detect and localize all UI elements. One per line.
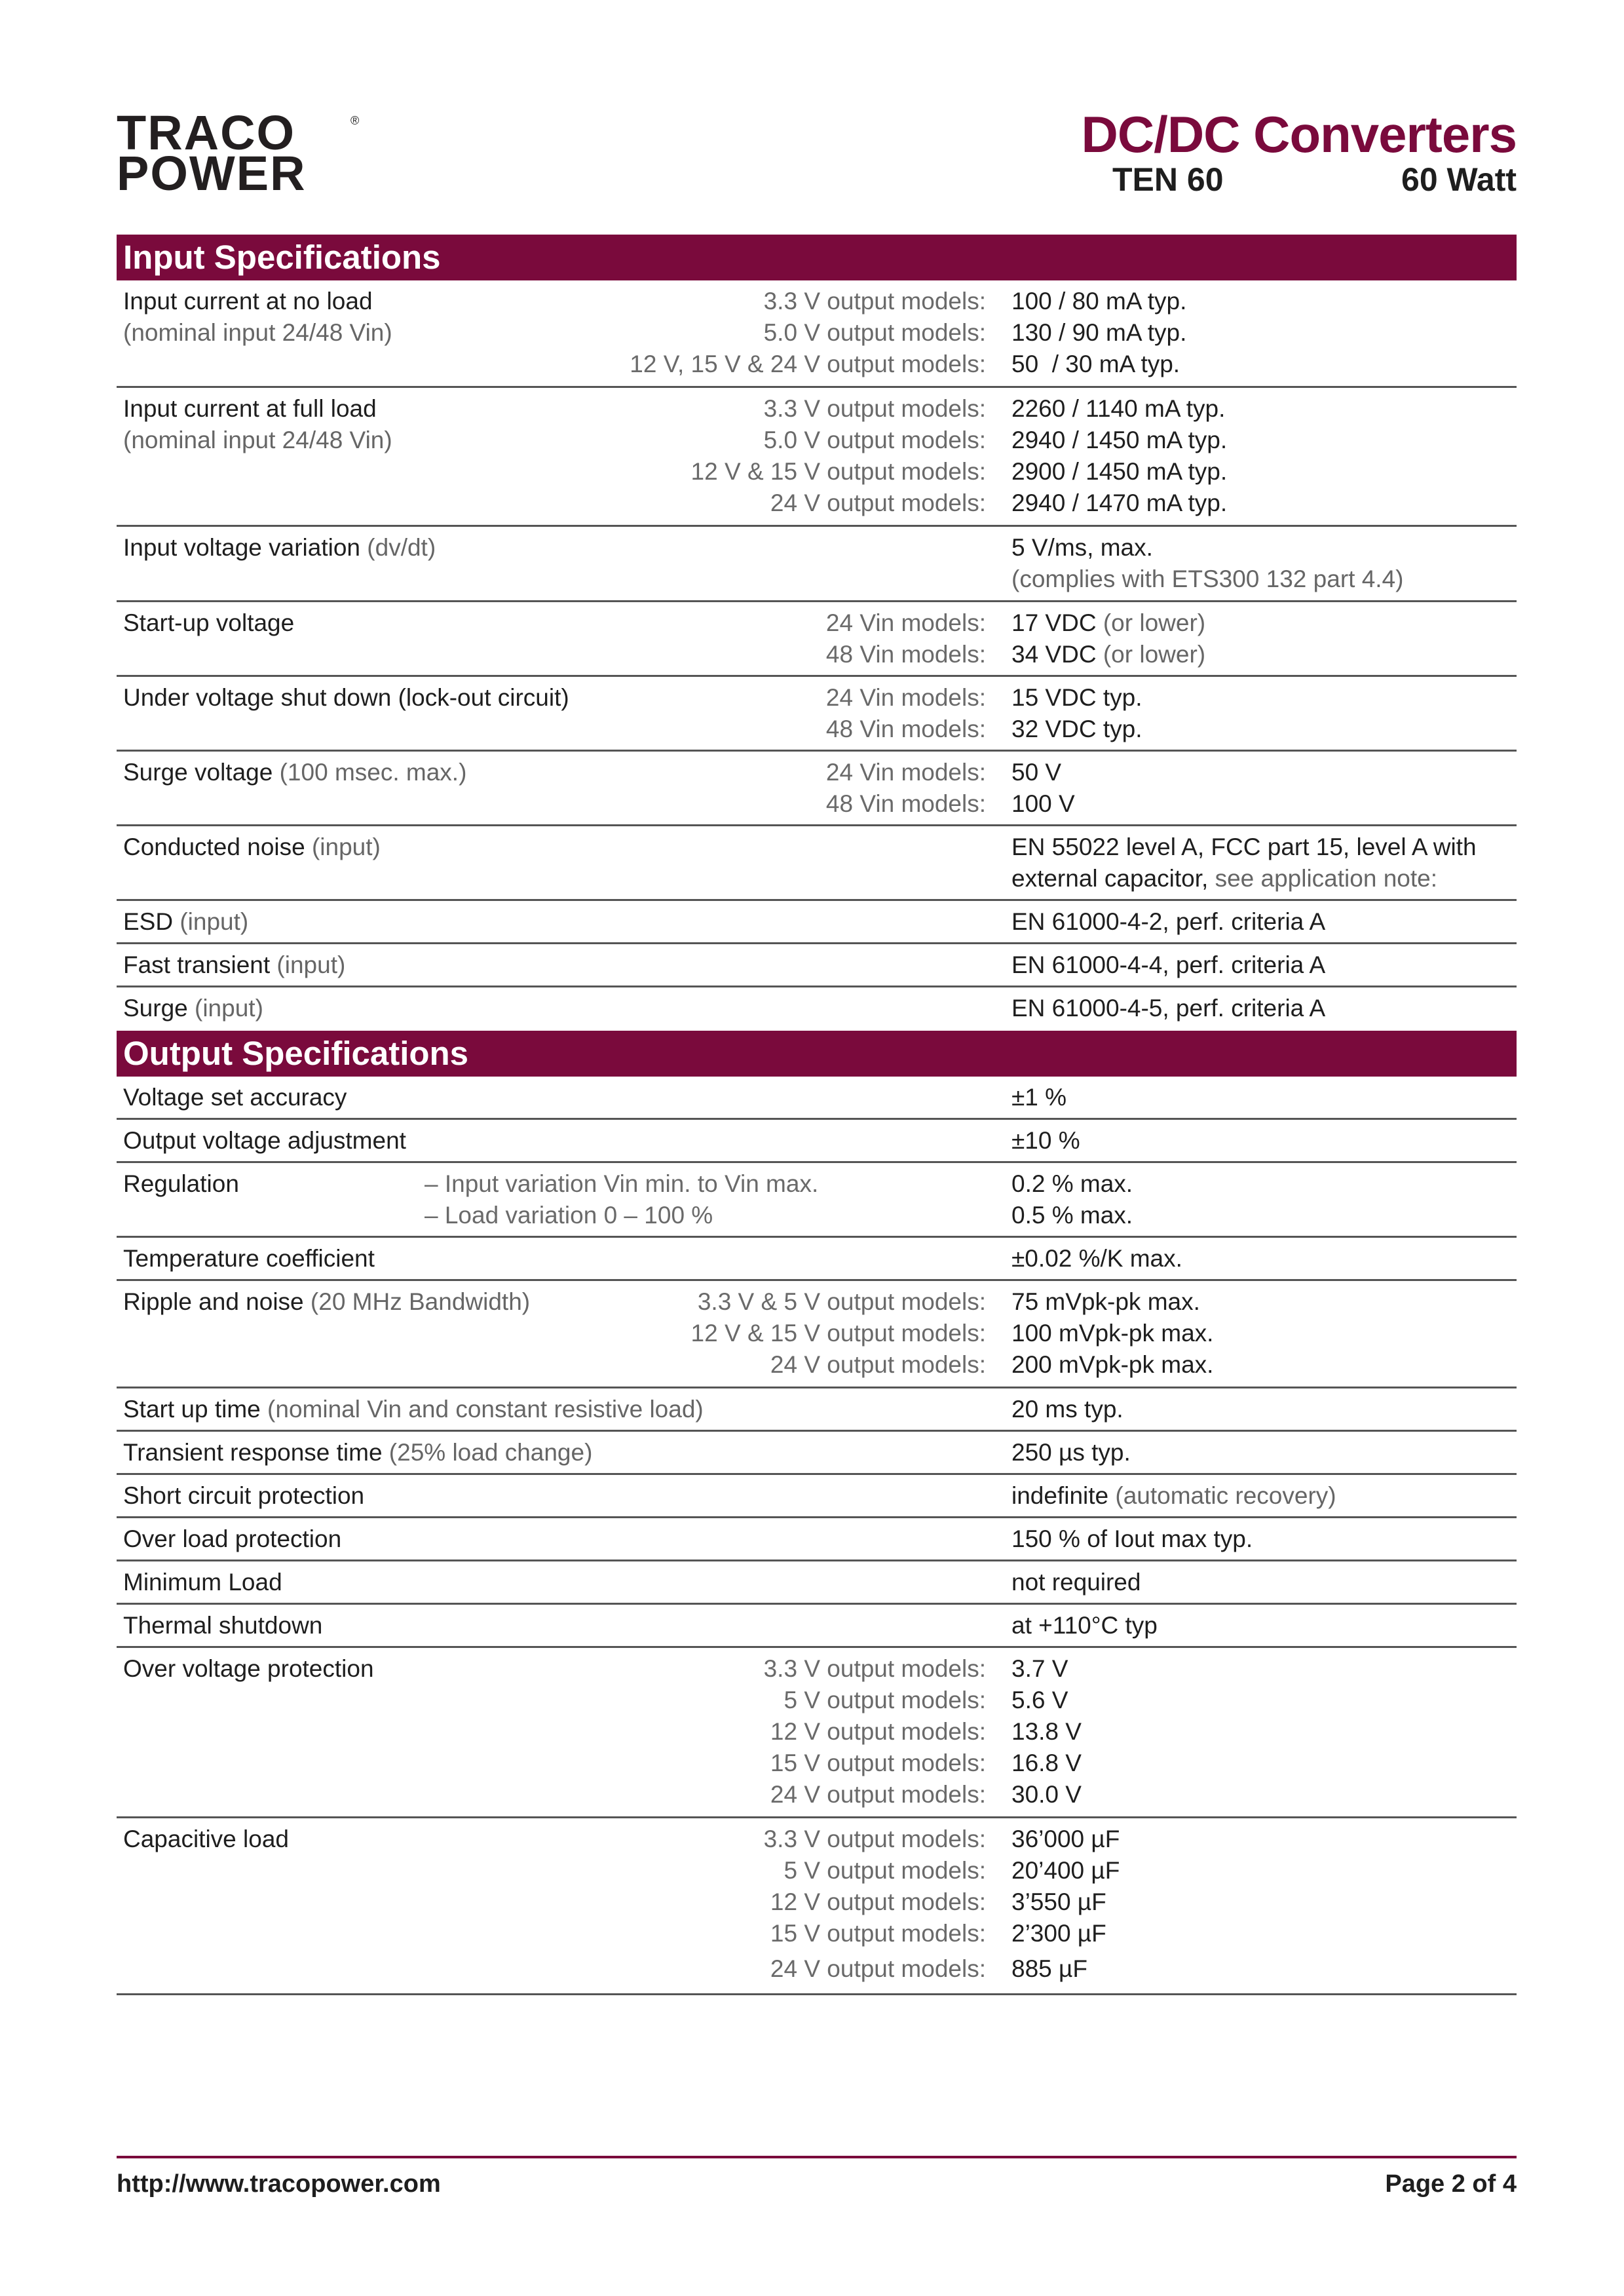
model-name: TEN 60	[1112, 161, 1224, 198]
spec-note: (nominal input 24/48 Vin)	[123, 427, 392, 453]
spec-values: 2260 / 1140 mA typ. 2940 / 1450 mA typ. 2900 / 1450 mA typ. 2940 / 1470 mA typ.	[1011, 395, 1228, 516]
spec-conditions: 3.3 V output models: 5 V output models: 12 V output models: 15 V output models: 24 V output models:	[763, 1826, 986, 1982]
spec-row-conducted-noise	[117, 826, 1517, 901]
spec-label: Surge voltage	[123, 759, 273, 786]
spec-value: ±1 %	[1011, 1084, 1067, 1111]
document-title: DC/DC Converters	[1081, 105, 1517, 163]
spec-label: Under voltage shut down (lock-out circuit)	[123, 684, 569, 711]
spec-conditions: 3.3 V & 5 V output models: 12 V & 15 V output models: 24 V output models:	[690, 1288, 986, 1378]
spec-row-esd	[117, 901, 1517, 944]
spec-note: (nominal input 24/48 Vin)	[123, 319, 392, 346]
spec-value: indefinite (automatic recovery)	[1011, 1482, 1336, 1509]
spec-label: Thermal shutdown	[123, 1612, 323, 1639]
footer-divider	[117, 2156, 1517, 2158]
spec-values: 0.2 % max. 0.5 % max.	[1011, 1170, 1133, 1229]
spec-sub: (20 MHz Bandwidth)	[303, 1288, 531, 1315]
spec-row-voltage-set-accuracy	[117, 1077, 1517, 1120]
spec-row-thermal-shutdown	[117, 1605, 1517, 1648]
spec-row-surge-voltage	[117, 752, 1517, 826]
spec-label: Temperature coefficient	[123, 1245, 375, 1272]
spec-label: Capacitive load	[123, 1826, 289, 1852]
spec-values: 36’000 µF 20’400 µF 3’550 µF 2’300 µF 885 µF	[1011, 1826, 1120, 1982]
spec-values: 5 V/ms, max. (complies with ETS300 132 part 4.4)	[1011, 534, 1404, 592]
spec-row-start-up-time	[117, 1388, 1517, 1432]
spec-label: Over voltage protection	[123, 1655, 374, 1682]
section-output-specifications	[117, 1031, 1517, 1077]
spec-row-under-voltage-shutdown	[117, 677, 1517, 752]
logo-registered-mark: ®	[350, 114, 360, 127]
spec-label: ESD	[123, 908, 174, 935]
spec-row-start-up-voltage	[117, 602, 1517, 677]
traco-power-logo	[117, 105, 372, 201]
spec-row-fast-transient	[117, 944, 1517, 987]
spec-values: EN 55022 level A, FCC part 15, level A with external capacitor, see application note:	[1011, 833, 1477, 892]
spec-value: 150 % of Iout max typ.	[1011, 1525, 1253, 1552]
spec-sub: (100 msec. max.)	[273, 759, 467, 786]
spec-label: Fast transient	[123, 951, 271, 978]
spec-label: Ripple and noise	[123, 1288, 304, 1315]
spec-sub: (input)	[187, 995, 263, 1022]
spec-row-input-voltage-variation	[117, 527, 1517, 602]
spec-row-input-current-no-load	[117, 280, 1517, 388]
footer-website-link[interactable]: http://www.tracopower.com	[117, 2170, 441, 2198]
spec-conditions: 24 Vin models: 48 Vin models:	[825, 609, 986, 668]
spec-label: Start-up voltage	[123, 609, 295, 636]
section-title: Output Specifications	[123, 1035, 469, 1072]
spec-row-ripple-and-noise	[117, 1281, 1517, 1388]
logo-line-2: POWER	[117, 146, 307, 201]
spec-row-minimum-load	[117, 1561, 1517, 1605]
spec-label: Voltage set accuracy	[123, 1084, 347, 1111]
spec-label: Minimum Load	[123, 1569, 282, 1596]
spec-values: 50 V 100 V	[1011, 759, 1075, 817]
spec-value: ±10 %	[1011, 1127, 1080, 1154]
spec-row-over-load-protection	[117, 1518, 1517, 1561]
spec-value: ±0.02 %/K max.	[1011, 1245, 1182, 1272]
spec-values: 100 / 80 mA typ. 130 / 90 mA typ. 50 / 30 mA typ.	[1011, 288, 1187, 377]
spec-conditions: – Input variation Vin min. to Vin max. – Load variation 0 – 100 %	[425, 1170, 819, 1229]
spec-value: EN 61000-4-2, perf. criteria A	[1011, 908, 1326, 935]
spec-conditions: 3.3 V output models: 5 V output models: 12 V output models: 15 V output models: 24 V output models:	[763, 1655, 986, 1808]
spec-value: 250 µs typ.	[1011, 1439, 1131, 1466]
spec-row-over-voltage-protection	[117, 1648, 1517, 1818]
spec-conditions: 24 Vin models: 48 Vin models:	[825, 684, 986, 742]
spec-row-input-current-full-load	[117, 388, 1517, 527]
spec-sub: (25% load change)	[382, 1439, 593, 1466]
spec-conditions: 24 Vin models: 48 Vin models:	[825, 759, 986, 817]
spec-values: 15 VDC typ. 32 VDC typ.	[1011, 684, 1142, 742]
section-title: Input Specifications	[123, 239, 441, 276]
spec-value: at +110°C typ	[1011, 1612, 1158, 1639]
spec-label: Input current at no load	[123, 288, 373, 315]
spec-label: Input current at full load	[123, 395, 377, 422]
spec-sub: (input)	[173, 908, 249, 935]
spec-label: Transient response time	[123, 1439, 383, 1466]
spec-conditions: 3.3 V output models: 5.0 V output models: 12 V, 15 V & 24 V output models:	[630, 288, 986, 377]
spec-conditions: 3.3 V output models: 5.0 V output models: 12 V & 15 V output models: 24 V output models:	[690, 395, 986, 516]
spec-label: Output voltage adjustment	[123, 1127, 406, 1154]
logo-line-1: TRACO	[117, 105, 296, 160]
spec-label: Over load protection	[123, 1525, 342, 1552]
spec-row-surge	[117, 987, 1517, 1031]
spec-sub: (input)	[270, 951, 346, 978]
spec-sub: (nominal Vin and constant resistive load)	[260, 1396, 704, 1423]
spec-row-output-voltage-adjustment	[117, 1120, 1517, 1163]
spec-row-short-circuit-protection	[117, 1475, 1517, 1518]
spec-values: 75 mVpk-pk max. 100 mVpk-pk max. 200 mVpk-pk max.	[1011, 1288, 1214, 1378]
spec-value: not required	[1011, 1569, 1141, 1596]
spec-label: Surge	[123, 995, 188, 1022]
spec-sub: (input)	[305, 833, 381, 860]
spec-row-regulation	[117, 1163, 1517, 1238]
spec-value: 20 ms typ.	[1011, 1396, 1124, 1423]
spec-label: Start up time	[123, 1396, 261, 1423]
section-input-specifications	[117, 235, 1517, 280]
spec-row-capacitive-load	[117, 1818, 1517, 1995]
spec-row-transient-response-time	[117, 1432, 1517, 1475]
spec-sub: (dv/dt)	[360, 534, 436, 561]
spec-values: 3.7 V 5.6 V 13.8 V 16.8 V 30.0 V	[1011, 1655, 1082, 1808]
page-number: Page 2 of 4	[1385, 2170, 1517, 2198]
spec-label: Regulation	[123, 1170, 239, 1197]
spec-value: EN 61000-4-4, perf. criteria A	[1011, 951, 1326, 978]
spec-values: 17 VDC (or lower) 34 VDC (or lower)	[1011, 609, 1206, 668]
spec-label: Input voltage variation	[123, 534, 361, 561]
spec-row-temperature-coefficient	[117, 1238, 1517, 1281]
spec-value: EN 61000-4-5, perf. criteria A	[1011, 995, 1326, 1022]
spec-label: Short circuit protection	[123, 1482, 365, 1509]
power-rating: 60 Watt	[1401, 161, 1517, 198]
spec-label: Conducted noise	[123, 833, 305, 860]
